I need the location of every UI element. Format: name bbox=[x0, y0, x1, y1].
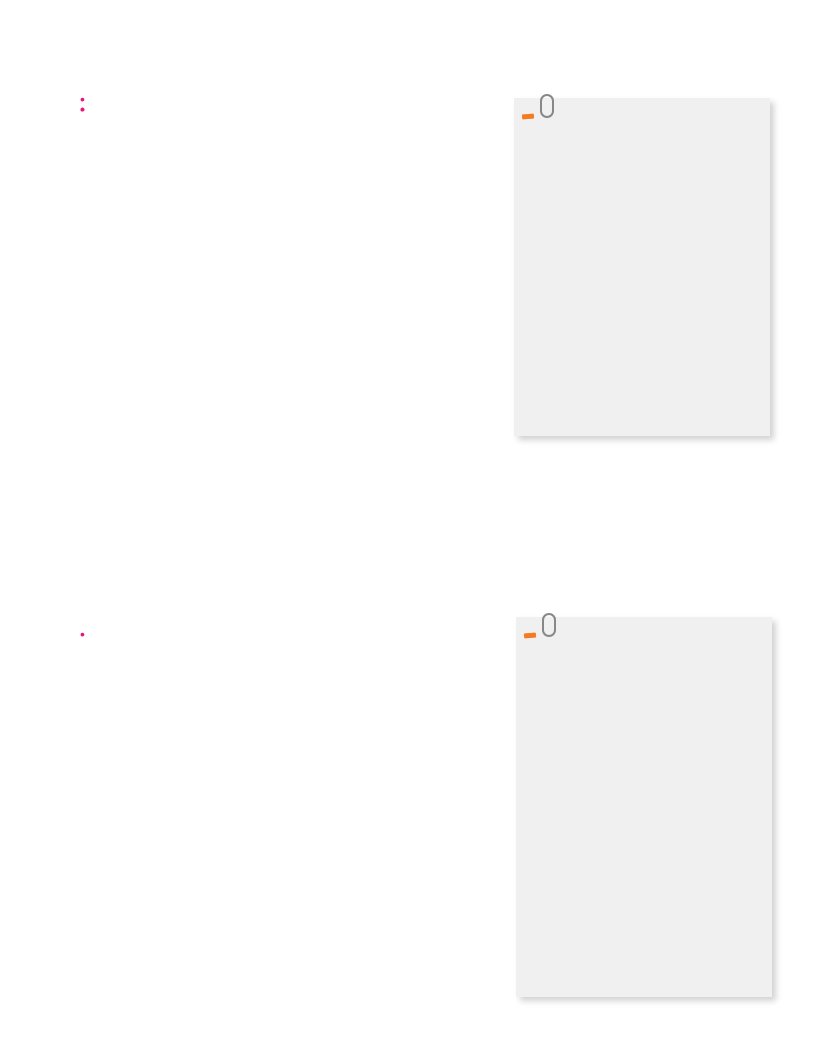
intro-bullets bbox=[80, 92, 500, 102]
example-question-tag bbox=[522, 114, 534, 120]
nucleotide-diagrams bbox=[80, 340, 510, 600]
example-question-2 bbox=[516, 617, 772, 997]
dna-rna-structure-figure bbox=[72, 678, 500, 978]
example-question-tag bbox=[524, 633, 536, 639]
paperclip-icon bbox=[540, 94, 554, 118]
example-question-1 bbox=[514, 98, 770, 436]
paperclip-icon bbox=[542, 613, 556, 637]
